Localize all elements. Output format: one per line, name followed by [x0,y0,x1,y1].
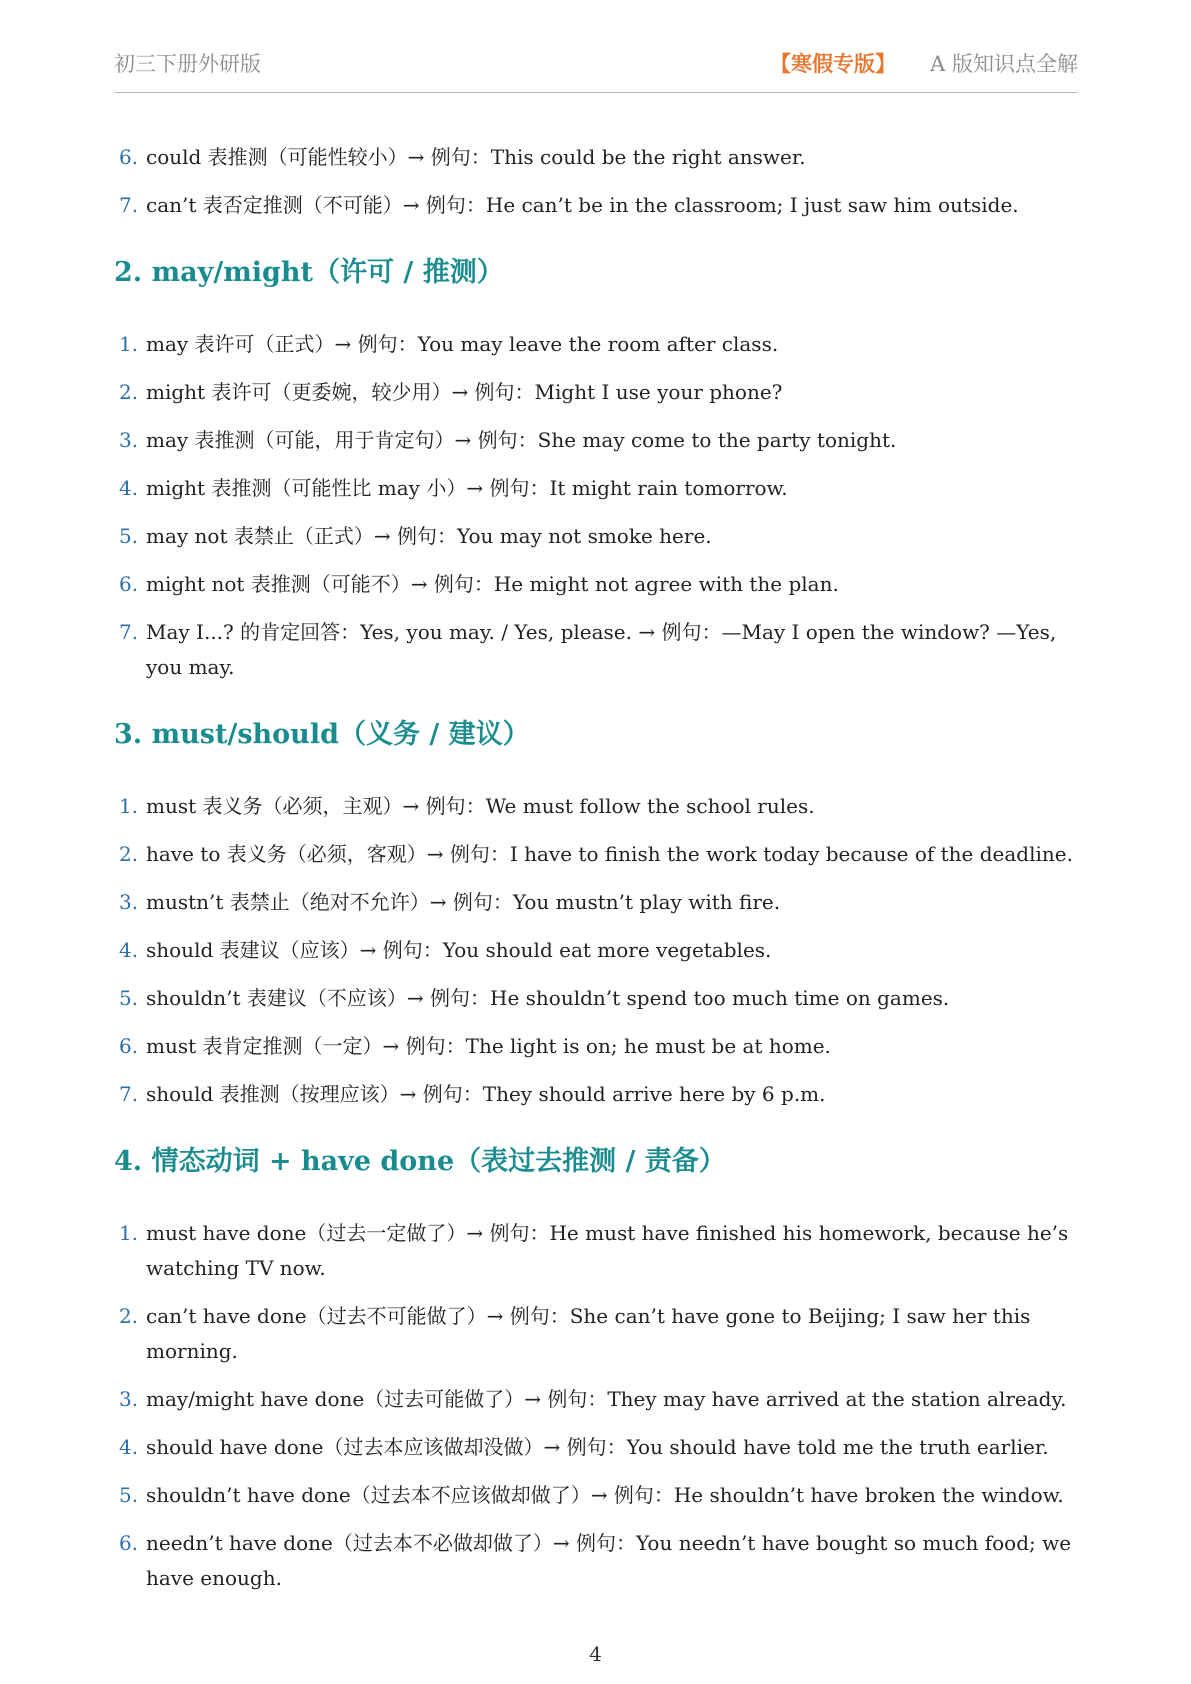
item-text: might 表推测（可能性比 may 小）→ 例句：It might rain tomorrow. [146,476,788,500]
item-number: 6 . [119,567,138,602]
list-item [114,981,1080,1016]
item-number: 3 . [119,885,138,920]
item-number: 1 . [119,327,138,362]
list-item [114,1430,1080,1465]
item-number: 4 . [119,471,138,506]
item-text: should 表建议（应该）→ 例句：You should eat more vegetables. [146,938,772,962]
item-text: could 表推测（可能性较小）→ 例句：This could be the right answer. [146,145,806,169]
list-item [114,327,1080,362]
item-text: needn’t have done（过去本不必做却做了）→ 例句：You needn’t have bought so much food; we have enough. [146,1531,1072,1590]
list-item [114,1077,1080,1112]
item-text: should have done（过去本应该做却没做）→ 例句：You should have told me the truth earlier. [146,1435,1049,1459]
item-number: 5 . [119,981,138,1016]
page-number: 4 [589,1642,602,1666]
list-item [114,140,1080,175]
item-text: shouldn’t have done（过去本不应该做却做了）→ 例句：He shouldn’t have broken the window. [146,1483,1064,1507]
list-item [114,375,1080,410]
item-number: 5 . [119,519,138,554]
item-number: 2 . [119,837,138,872]
section-number: 2 . [114,257,152,288]
list-item [114,1029,1080,1064]
item-number: 5 . [119,1478,138,1513]
section-title: must/should（义务 / 建议） [151,719,530,750]
list-item [114,885,1080,920]
section-title: 情态动词 + have done（表过去推测 / 责备） [151,1146,726,1177]
item-number: 2 . [119,375,138,410]
item-text: may/might have done（过去可能做了）→ 例句：They may have arrived at the station already. [146,1387,1067,1411]
list-item [114,519,1080,554]
item-number: 4 . [119,933,138,968]
list-item [114,1299,1080,1369]
section-heading [114,253,1080,293]
item-text: shouldn’t 表建议（不应该）→ 例句：He shouldn’t spend too much time on games. [146,986,950,1010]
item-text: might not 表推测（可能不）→ 例句：He might not agree with the plan. [146,572,839,596]
list-item [114,423,1080,458]
section-title: may/might（许可 / 推测） [151,257,504,288]
item-number: 6 . [119,140,138,175]
section-heading [114,715,1080,755]
list-item [114,615,1080,685]
edition-badge: 【寒假专版】 [770,51,896,76]
item-text: can’t have done（过去不可能做了）→ 例句：She can’t have gone to Beijing; I saw her this morning. [146,1304,1031,1363]
item-text: must 表义务（必须，主观）→ 例句：We must follow the school rules. [146,794,815,818]
list-item [114,567,1080,602]
chapter-title: A 版知识点全解 [930,52,1078,76]
item-text: may 表许可（正式）→ 例句：You may leave the room after class. [146,332,779,356]
item-number: 1 . [119,1216,138,1251]
list-item [114,471,1080,506]
item-text: must have done（过去一定做了）→ 例句：He must have finished his homework, because he’s watching TV now. [146,1221,1069,1280]
item-text: may not 表禁止（正式）→ 例句：You may not smoke here. [146,524,712,548]
item-number: 7 . [119,1077,138,1112]
item-text: may 表推测（可能，用于肯定句）→ 例句：She may come to the party tonight. [146,428,897,452]
item-text: must 表肯定推测（一定）→ 例句：The light is on; he must be at home. [146,1034,831,1058]
section-number: 4 . [114,1146,152,1177]
section-heading [114,1142,1080,1182]
page-header [114,44,1078,93]
item-number: 3 . [119,1382,138,1417]
main-content [114,140,1080,1609]
item-number: 6 . [119,1526,138,1561]
item-text: May I...? 的肯定回答：Yes, you may. / Yes, please. → 例句：—May I open the window? —Yes, you may. [146,620,1057,679]
item-number: 3 . [119,423,138,458]
list-item [114,789,1080,824]
item-number: 1 . [119,789,138,824]
item-number: 4 . [119,1430,138,1465]
list-item [114,1478,1080,1513]
list-item [114,1382,1080,1417]
item-number: 2 . [119,1299,138,1334]
item-text: should 表推测（按理应该）→ 例句：They should arrive here by 6 p.m. [146,1082,826,1106]
item-text: might 表许可（更委婉，较少用）→ 例句：Might I use your phone? [146,380,783,404]
item-text: can’t 表否定推测（不可能）→ 例句：He can’t be in the classroom; I just saw him outside. [146,193,1019,217]
item-number: 7 . [119,188,138,223]
item-text: have to 表义务（必须，客观）→ 例句：I have to finish the work today because of the deadline. [146,842,1073,866]
item-number: 6 . [119,1029,138,1064]
list-item [114,1216,1080,1286]
list-item [114,1526,1080,1596]
item-number: 7 . [119,615,138,650]
list-item [114,837,1080,872]
section-number: 3 . [114,719,152,750]
book-title: 初三下册外研版 [114,52,261,76]
list-item [114,933,1080,968]
list-item [114,188,1080,223]
item-text: mustn’t 表禁止（绝对不允许）→ 例句：You mustn’t play with fire. [146,890,781,914]
